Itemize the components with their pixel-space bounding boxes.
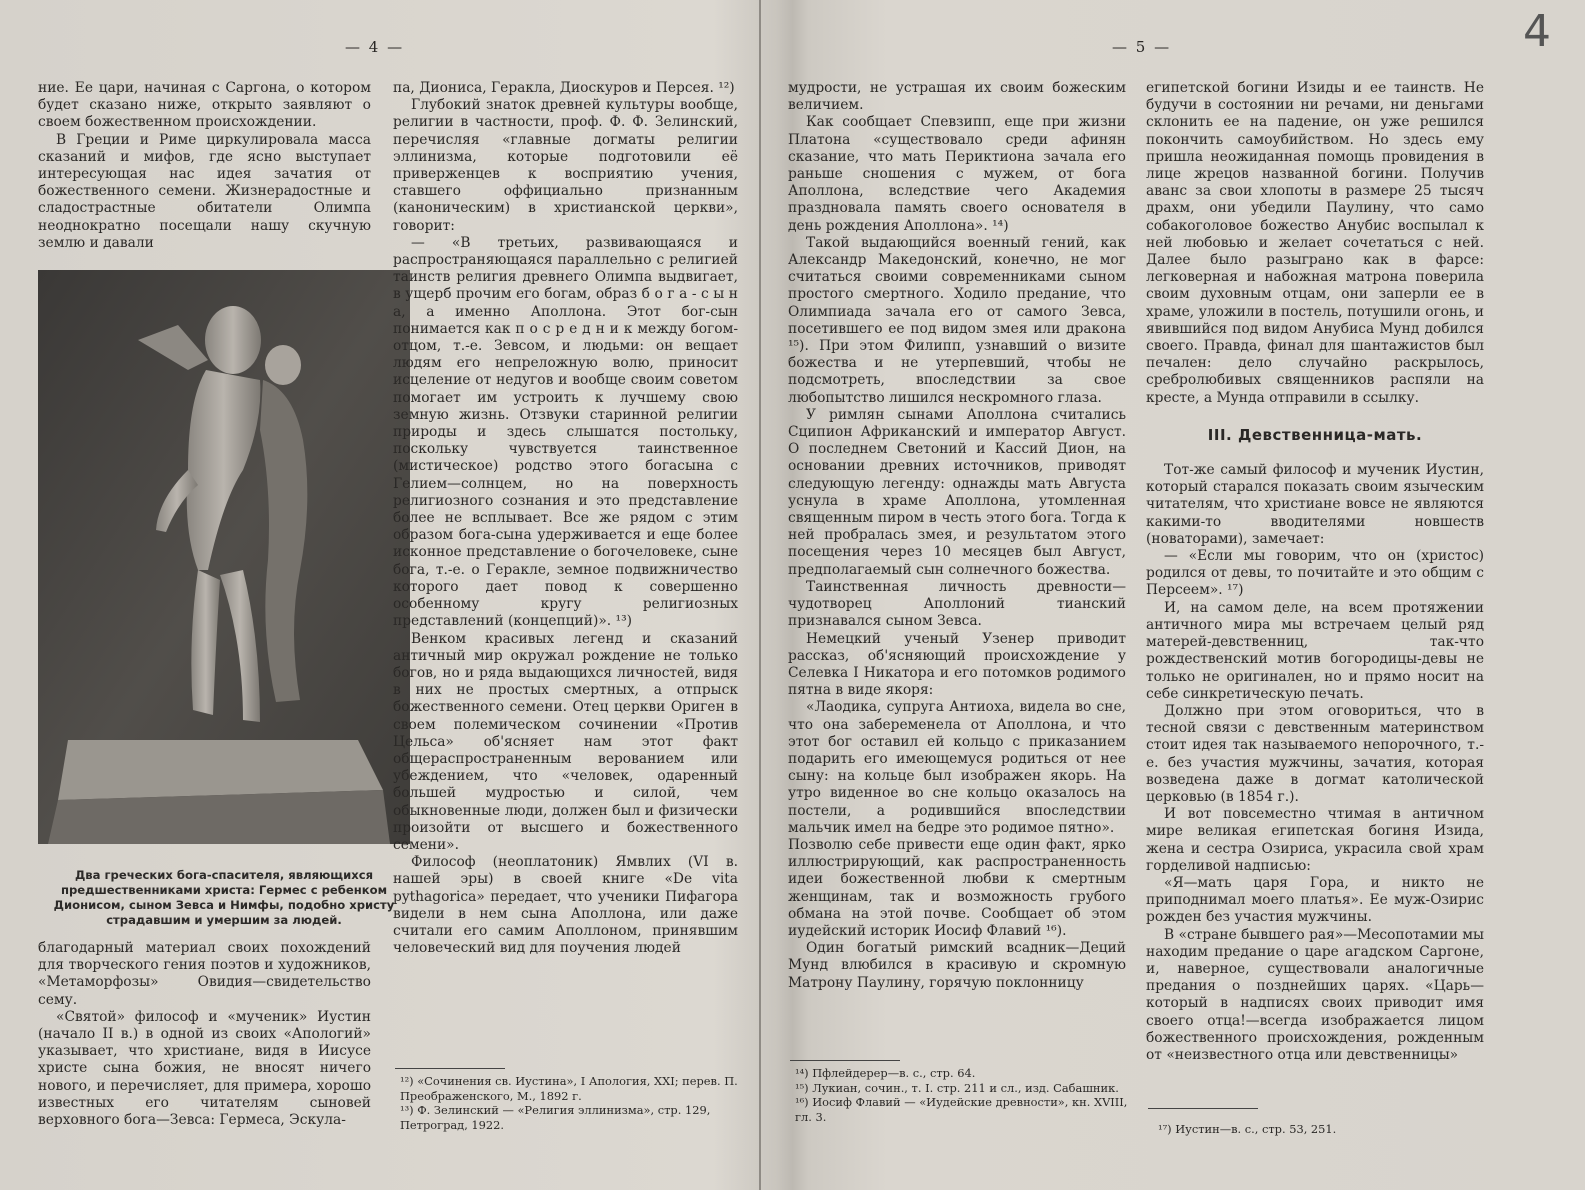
paragraph: Тот-же самый философ и мученик Иустин, который старался показать своим языческим читателям, что христиане вовсе не являются какими-то вводителями новшеств (новаторами), замечает: bbox=[1146, 462, 1484, 547]
footnote: ¹³) Ф. Зелинский — «Религия эллинизма», стр. 129, Петроград, 1922. bbox=[400, 1103, 711, 1132]
quote-paragraph: «Лаодика, супруга Антиоха, видела во сне, что она забеременела от Аполлона, и что этот бог оставил ей кольцо с приказанием подарить его имеющемуся родиться от нее сыну: на кольце был изображен якорь. На утро виденное во сне кольцо оказалось на постели, а родившийся впоследствии мальчик имел на бедре это родимое пятно». bbox=[788, 699, 1126, 836]
statue-image bbox=[38, 270, 410, 844]
paragraph: И, на самом деле, на всем протяжении античного мира мы встречаем целый ряд матерей-девственниц, так-что рождественский мотив богородицы-девы не только не оригинален, но и прямо носит на себе синкретическую печать. bbox=[1146, 599, 1484, 702]
paragraph: И вот повсеместно чтимая в античном мире великая египетская богиня Изида, жена и сестра Озириса, украсила свой храм горделивой надписью: bbox=[1146, 806, 1484, 874]
left-col1-top bbox=[38, 80, 371, 252]
right-page-number: — 5 — bbox=[1112, 38, 1172, 56]
footnote: ¹⁴) Пфлейдерер—в. с., стр. 64. bbox=[795, 1066, 976, 1080]
right-col1-footnotes bbox=[795, 1066, 1130, 1124]
footnote: ¹²) «Сочинения св. Иустина», I Апология, XXI; перев. П. Преображенского, М., 1892 г. bbox=[400, 1074, 738, 1103]
left-col1-bottom bbox=[38, 940, 371, 1129]
paragraph: Философ (неоплатоник) Ямвлих (VI в. нашей эры) в своей книге «De vita pythagorica» передает, что ученики Пифагора видели в нем сына Аполлона, или даже считали его самим Аполлоном, принявшим человеческий вид для поучения людей bbox=[393, 854, 738, 957]
paragraph: Должно при этом оговориться, что в тесной связи с девственным материнством стоит идея так называемого непорочного, т.-е. без участия мужчины, зачатия, которая возведена даже в догмат католической церковью (в 1854 г.). bbox=[1146, 702, 1484, 805]
paragraph: Немецкий ученый Узенер приводит рассказ, об'ясняющий происхождение у Селевка I Никатора и его потомков родимого пятна в виде якоря: bbox=[788, 630, 1126, 699]
quote-paragraph: — «Если мы говорим, что он (христос) родился от девы, то почитайте и это общим с Персеем». ¹⁷) bbox=[1146, 548, 1484, 599]
paragraph: египетской богини Изиды и ее таинств. Не будучи в состоянии ни речами, ни деньгами склонить ее на падение, он уже решился покончить самоубийством. Но здесь ему пришла неожиданная помощь провидения в лице жрецов названной богини. Получив аванс за свои хлопоты в размере 25 тысяч драхм, они убедили Паулину, что само собакоголовое божество Анубис воспылал к ней любовью и желает сочетаться с ней. Далее было разыграно как в фарсе: легковерная и набожная матрона поверила своим духовным отцам, они заперли ее в храме, уложили в постель, потушили огонь, и явившийся под видом Анубиса Мунд добился своего. Правда, финал для шантажистов был печален: дело случайно раскрылось, сребролюбивых священников распяли на кресте, а Мунда отправили в ссылку. bbox=[1146, 80, 1484, 406]
left-footnote-rule bbox=[395, 1068, 505, 1069]
statue-photograph bbox=[38, 270, 410, 844]
paragraph: Как сообщает Спевзипп, еще при жизни Платона «существовало среди афинян сказание, что мать Периктиона зачала его раньше сношения с мужем, от бога Аполлона, вследствие чего Академия праздновала память своего основателя в день рождения Аполлона». ¹⁴) bbox=[788, 114, 1126, 234]
paragraph: Один богатый римский всадник—Деций Мунд влюбился в красивую и скромную Матрону Паулину, горячую поклонницу bbox=[788, 940, 1126, 991]
footnote: ¹⁶) Иосиф Флавий — «Иудейские древности», кн. XVIII, гл. 3. bbox=[795, 1095, 1128, 1124]
page-fold bbox=[759, 0, 761, 1190]
corner-handwritten-mark: 4 bbox=[1523, 6, 1551, 57]
chapter-heading: III. Девственница-мать. bbox=[1207, 425, 1423, 444]
right-col2-footnote-rule bbox=[1148, 1108, 1258, 1109]
paragraph: благодарный материал своих похождений для творческого гения поэтов и художников, «Метаморфозы» Овидия—свидетельство сему. bbox=[38, 940, 371, 1008]
left-footnotes bbox=[400, 1074, 740, 1132]
right-col1-footnote-rule bbox=[790, 1060, 900, 1061]
paragraph: Таинственная личность древности—чудотворец Аполлоний тианский признавался сыном Зевса. bbox=[788, 578, 1126, 630]
footnote: ¹⁵) Лукиан, сочин., т. I. стр. 211 и сл., изд. Сабашник. bbox=[795, 1080, 1119, 1095]
paragraph: Такой выдающийся военный гений, как Александр Македонский, конечно, не мог считаться своими современниками сыном простого смертного. Ходило предание, что Олимпиада зачала его от самого Зевса, посетившего ее под видом змея или дракона ¹⁵). При этом Филипп, узнавший о визите божества и не утерпевший, чтобы не подсмотреть, впоследствии за свое любопытство лишился нескромного глаза. bbox=[788, 234, 1126, 406]
paragraph: ние. Ее цари, начиная с Саргона, о котором будет сказано ниже, открыто заявляют о своем божественном происхождении. bbox=[38, 80, 371, 131]
paragraph: па, Диониса, Геракла, Диоскуров и Персея. ¹²) bbox=[393, 80, 735, 96]
paragraph: В Греции и Риме циркулировала масса сказаний и мифов, где ясно выступает интересующая нас идея зачатия от божественного семени. Жизнерадостные и сладострастные обитатели Олимпа неоднократно посещали нашу скучную землю и давали bbox=[38, 131, 371, 251]
quote-paragraph: — «В третьих, развивающаяся и распространяющаяся параллельно с религией таинств религия древнего Олимпа выдвигает, в ущерб прочим его богам, образ б о г а - с ы н а, а именно Аполлона. Этот бог-сын понимается как п о с р е д н и к между богом-отцом, т.-е. Зевсом, и людьми: он вещает людям его непреложную волю, приносит исцеление от недугов и вообще своим советом помогает им устроить к лучшему свою земную жизнь. Отзвуки старинной религии природы и здесь слышатся постольку, поскольку чувствуется таинственное (мистическое) родство этого богасына с Гелием—солнцем, но на поверхность религиозного сознания и это представление более не всплывает. Все же рядом с этим образом бога-сына удерживается и еще более исконное представление о богочеловеке, сыне бога, т.-е. о Геракле, земное подвижничество которого дает повод к совершенно особенному кругу религиозных представлений (концепций)». ¹³) bbox=[393, 234, 738, 630]
left-page-number: — 4 — bbox=[345, 38, 405, 56]
paragraph: мудрости, не устрашая их своим божеским величием. bbox=[788, 80, 1126, 114]
left-col2 bbox=[393, 80, 738, 957]
quote-paragraph: «Я—мать царя Гора, и никто не приподнимал моего платья». Ее муж-Озирис рожден без участия мужчины. bbox=[1146, 874, 1484, 926]
paragraph: Позволю себе привести еще один факт, ярко иллюстрирующий, как распространенность идеи божественной любви к смертным женщинам, так и возможность грубого обмана на этой почве. Сообщает об этом иудейский историк Иосиф Флавий ¹⁶). bbox=[788, 836, 1126, 939]
paragraph: У римлян сынами Аполлона считались Сципион Африканский и император Август. О последнем Светоний и Кассий Дион, на основании древних источников, приводят следующую легенду: однажды мать Августа уснула в храме Аполлона, утомленная священным пиром в честь этого бога. Тогда к ней пробралась змея, и результатом этого посещения через 10 месяцев был Август, предполагаемый сын солнечного божества. bbox=[788, 406, 1126, 578]
right-col2-footnotes bbox=[1158, 1122, 1488, 1137]
footnote: ¹⁷) Иустин—в. с., стр. 53, 251. bbox=[1158, 1122, 1337, 1136]
paragraph: Глубокий знаток древней культуры вообще, религии в частности, проф. Ф. Ф. Зелинский, перечисляя «главные догматы религии эллинизма, которые подготовили её приверженцев к восприятию учения, ставшего оффициально признанным (каноническим) в христианской церкви», говорит: bbox=[393, 97, 738, 234]
figure-caption: Два греческих бога-спасителя, являющихся предшественниками христа: Гермес с ребенком Дионисом, сыном Зевса и Нимфы, подобно христу страдавшим и умершим за людей. bbox=[53, 868, 395, 927]
right-col1 bbox=[788, 80, 1126, 992]
paragraph: Венком красивых легенд и сказаний античный мир окружал рождение не только богов, но и ряда выдающихся личностей, видя в них не простых смертных, а отпрыск божественного семени. Отец церкви Ориген в своем полемическом сочинении «Против Цельса» об'ясняет нам этот факт общераспространенным верованием или убеждением, что «человек, одаренный большей мудростью и силой, чем обыкновенные люди, должен был и физически произойти от высшего и божественного семени». bbox=[393, 630, 738, 853]
right-col2 bbox=[1146, 80, 1484, 1064]
paragraph: В «стране бывшего рая»—Месопотамии мы находим предание о царе агадском Саргоне, и, наверное, существовали аналогичные предания о позднейших царях. «Царь—который в надписях своих приводит имя своего отца!—всегда изображается лицом божественного происхождения, рожденным от «неизвестного отца или девственницы» bbox=[1146, 926, 1485, 1063]
paragraph: «Святой» философ и «мученик» Иустин (начало II в.) в одной из своих «Апологий» указывает, что христиане, видя в Иисусе христе сына божия, не вносят ничего нового, и перечисляет, для примера, хорошо известных его читателям сыновей верховного бога—Зевса: Гермеса, Эскула- bbox=[38, 1008, 371, 1129]
